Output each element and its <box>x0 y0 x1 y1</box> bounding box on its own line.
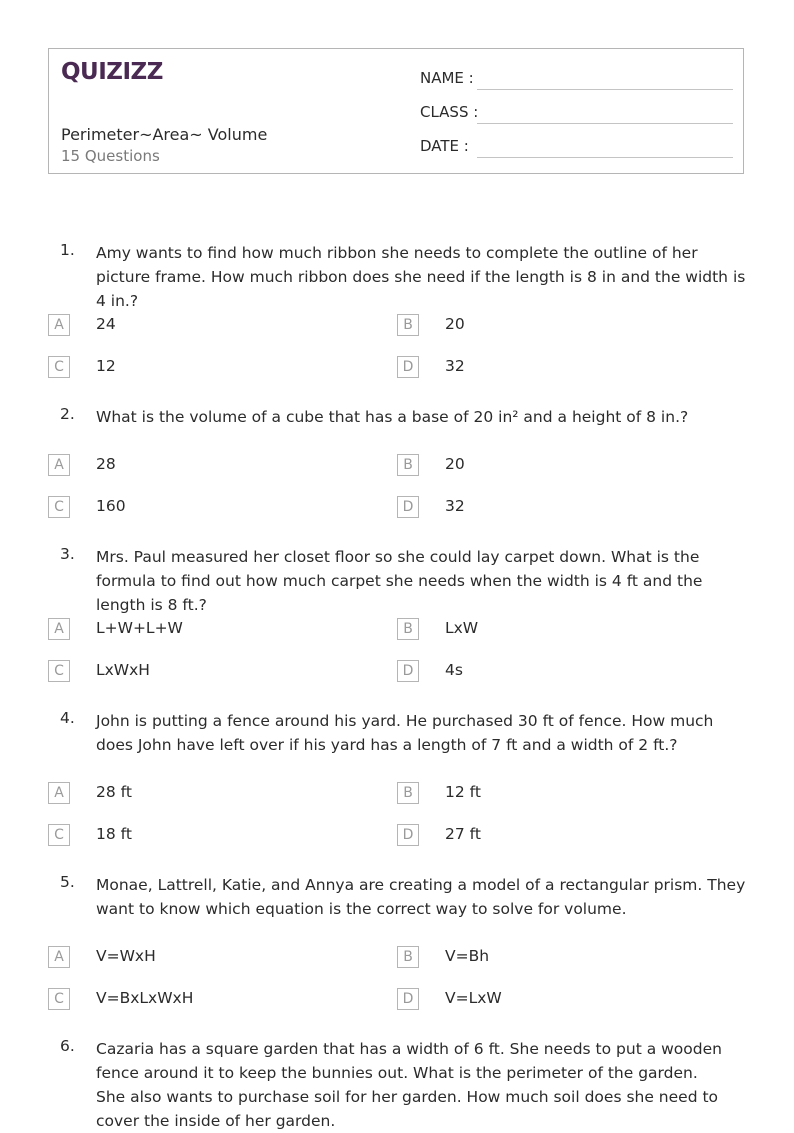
question-text: Mrs. Paul measured her closet floor so she could lay carpet down. What is the formula to find out how much carpet she needs when the width is 4 ft and the length is 8 ft.? <box>96 548 703 614</box>
date-label: DATE : <box>420 137 469 155</box>
option-letter-box: D <box>397 988 419 1010</box>
option-letter-box: B <box>397 946 419 968</box>
date-field[interactable] <box>420 137 733 159</box>
option-letter-box: C <box>48 496 70 518</box>
option-text: 20 <box>445 455 465 473</box>
option-letter-box: C <box>48 824 70 846</box>
option-text: LxW <box>445 619 479 637</box>
option-text: V=LxW <box>445 989 502 1007</box>
option-text: V=Bh <box>445 947 490 965</box>
question-number: 3. <box>60 545 75 563</box>
class-field[interactable] <box>420 103 733 125</box>
option-letter-box: D <box>397 496 419 518</box>
option-letter-box: A <box>48 618 70 640</box>
option-letter-box: D <box>397 660 419 682</box>
option-text: 24 <box>96 315 116 333</box>
option-text: 20 <box>445 315 465 333</box>
option-text: 32 <box>445 497 465 515</box>
option-letter-box: D <box>397 824 419 846</box>
question-number: 4. <box>60 709 75 727</box>
option-text: 4s <box>445 661 463 679</box>
option-letter-box: C <box>48 988 70 1010</box>
option-letter-box: A <box>48 946 70 968</box>
option-letter-box: B <box>397 454 419 476</box>
option-letter-box: C <box>48 660 70 682</box>
option-letter-box: B <box>397 618 419 640</box>
option-text: 12 ft <box>445 783 481 801</box>
question-number: 1. <box>60 241 75 259</box>
option-letter-box: D <box>397 356 419 378</box>
option-text: 18 ft <box>96 825 132 843</box>
date-line[interactable] <box>477 157 733 158</box>
option-letter-box: B <box>397 314 419 336</box>
question-number: 2. <box>60 405 75 423</box>
option-text: 27 ft <box>445 825 481 843</box>
name-line[interactable] <box>477 89 733 90</box>
question-number: 5. <box>60 873 75 891</box>
option-letter-box: C <box>48 356 70 378</box>
worksheet-header <box>48 48 744 174</box>
name-label: NAME : <box>420 69 474 87</box>
option-letter-box: A <box>48 782 70 804</box>
option-text: 32 <box>445 357 465 375</box>
question-text: John is putting a fence around his yard. He purchased 30 ft of fence. How much does John have left over if his yard has a length of 7 ft and a width of 2 ft.? <box>96 712 714 754</box>
class-line[interactable] <box>477 123 733 124</box>
option-text: LxWxH <box>96 661 150 679</box>
option-letter-box: A <box>48 454 70 476</box>
name-field[interactable] <box>420 69 733 91</box>
option-text: 28 ft <box>96 783 132 801</box>
question-text: What is the volume of a cube that has a base of 20 in² and a height of 8 in.? <box>96 408 689 426</box>
question-text: Monae, Lattrell, Katie, and Annya are creating a model of a rectangular prism. They want to know which equation is the correct way to solve for volume. <box>96 876 746 918</box>
option-text: 160 <box>96 497 126 515</box>
question-count: 15 Questions <box>61 147 160 165</box>
class-label: CLASS : <box>420 103 479 121</box>
option-letter-box: A <box>48 314 70 336</box>
quizizz-logo: QUIZIZZ <box>61 59 163 85</box>
worksheet-title: Perimeter~Area~ Volume <box>61 125 268 144</box>
question-text: Amy wants to find how much ribbon she needs to complete the outline of her picture frame. How much ribbon does she need if the length is 8 in and the width is 4 in.? <box>96 244 746 310</box>
question-number: 6. <box>60 1037 75 1055</box>
option-text: V=BxLxWxH <box>96 989 194 1007</box>
option-text: L+W+L+W <box>96 619 183 637</box>
option-text: V=WxH <box>96 947 156 965</box>
question-text: Cazaria has a square garden that has a width of 6 ft. She needs to put a wooden fence around it to keep the bunnies out. What is the perimeter of the garden. She also wants to purchase soil for her garden. How much soil does she need to cover the inside of her garden. <box>96 1040 722 1130</box>
option-letter-box: B <box>397 782 419 804</box>
option-text: 28 <box>96 455 116 473</box>
option-text: 12 <box>96 357 116 375</box>
